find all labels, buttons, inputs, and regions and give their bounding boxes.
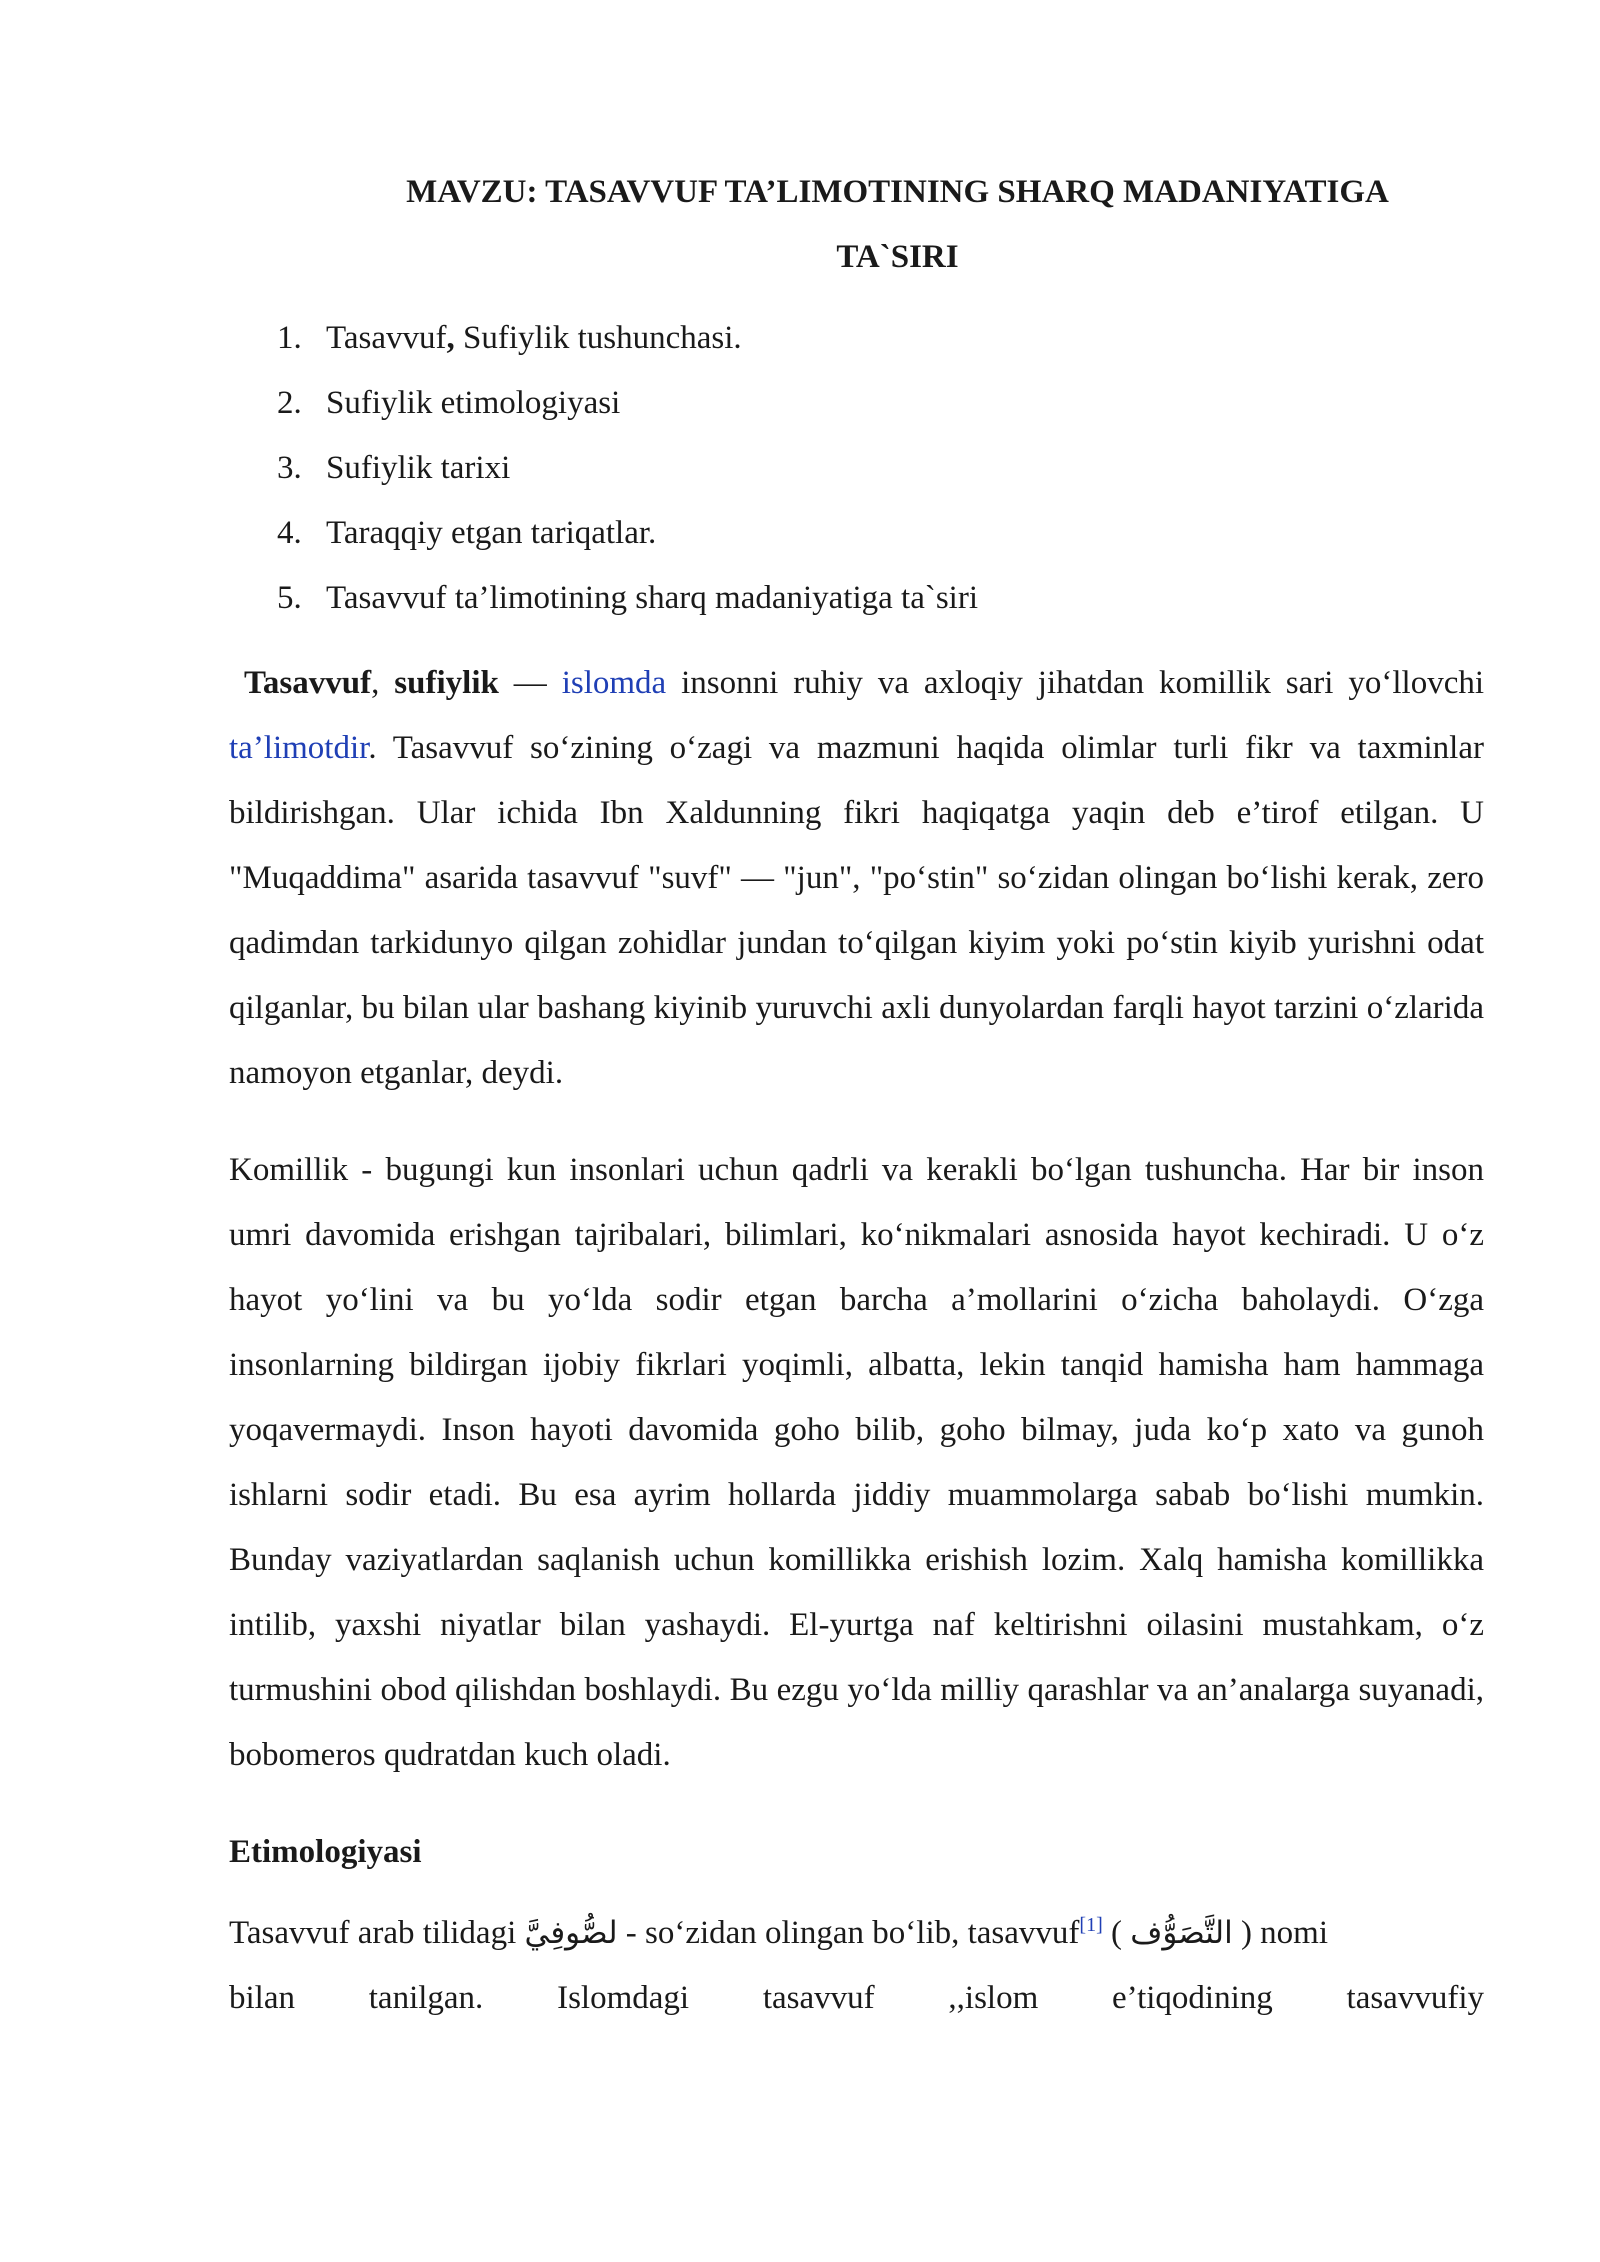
text-run: Tasavvuf arab tilidagi — [229, 1915, 525, 1951]
text-run: — — [498, 665, 562, 701]
title-line-2: TA`SIRI — [836, 239, 959, 275]
paragraph-definition — [229, 651, 1484, 1106]
text-run: ( — [1102, 1915, 1131, 1951]
document-body — [229, 160, 1484, 2031]
list-text-bold: , — [446, 320, 455, 356]
list-text: Sufiylik tarixi — [326, 450, 511, 486]
paragraph-komillik: Komillik - bugungi kun insonlari uchun qadrli va kerakli bo‘lgan tushuncha. Har bir inson umri davomida erishgan tajribalari, bilimlari, ko‘nikmalari asnosida hayot kechiradi. U o‘z hayot yo‘lini va bu yo‘lda sodir etgan barcha a’mollarini o‘zicha baholaydi. O‘zga insonlarning bildirgan ijobiy fikrlari yoqimli, albatta, lekin tanqid hamisha ham hammaga yoqavermaydi. Inson hayoti davomida goho bilib, goho bilmay, juda ko‘p xato va gunoh ishlarni sodir etadi. Bu esa ayrim hollarda jiddiy muammolarga sabab bo‘lishi mumkin. Bunday vaziyatlardan saqlanish uchun komillikka erishish lozim. Xalq hamisha komillikka intilib, yaxshi niyatlar bilan yashaydi. El-yurtga naf keltirishni oilasini mustahkam, o‘z turmushini obod qilishdan boshlaydi. Bu ezgu yo‘lda milliy qarashlar va an’analarga suyanadi, bobomeros qudratdan kuch oladi. — [229, 1152, 1484, 1773]
text-run: insonni ruhiy va axloqiy jihatdan komillik sari yo‘llovchi — [666, 665, 1485, 701]
arabic-word-tasavvuf: التَّصَوُّف — [1130, 1915, 1233, 1951]
paragraph-etymology — [229, 1901, 1484, 1966]
list-item — [229, 436, 1484, 501]
section-heading: Etimologiyasi — [229, 1834, 422, 1870]
text-run: - so‘zidan olingan bo‘lib, tasavvuf — [617, 1915, 1080, 1951]
list-item — [229, 306, 1484, 371]
list-number: 3. — [277, 450, 302, 486]
list-text: Tasavvuf — [326, 320, 447, 356]
text-run: . Tasavvuf so‘zining o‘zagi va mazmuni haqida olimlar turli fikr va taxminlar bildirishgan. Ular ichida Ibn Xaldunning fikri haqiqatga yaqin deb e’tirof etilgan. U "Muqaddima" asarida tasavvuf "suvf" — "jun", "po‘stin" so‘zidan olingan bo‘lishi kerak, zero qadimdan tarkidunyo qilgan zohidlar jundan to‘qilgan kiyim yoki po‘stin kiyib yurishni odat qilganlar, bu bilan ular bashang kiyinib yuruvchi axli dunyolardan farqli hayot tarzini o‘zlarida namoyon etganlar, deydi. — [229, 730, 1484, 1091]
list-text: Sufiylik etimologiyasi — [326, 385, 621, 421]
list-item — [229, 566, 1484, 631]
title-line-1: MAVZU: TASAVVUF TA’LIMOTINING SHARQ MADANIYATIGA — [406, 174, 1389, 210]
arabic-word-sufiy: لصُّوفِيَّ — [524, 1915, 618, 1951]
text-run: ) nomi — [1232, 1915, 1329, 1951]
list-text: Sufiylik tushunchasi. — [454, 320, 742, 356]
list-number: 1. — [277, 320, 302, 356]
footnote-link[interactable]: [1] — [1079, 1914, 1103, 1936]
term-sufiylik: sufiylik — [394, 665, 499, 701]
link-talimotdir[interactable]: ta’limotdir — [229, 730, 369, 766]
list-number: 2. — [277, 385, 302, 421]
document-title — [229, 160, 1484, 290]
list-text: Tasavvuf ta’limotining sharq madaniyatiga ta`siri — [326, 580, 979, 616]
list-number: 5. — [277, 580, 302, 616]
list-text: Taraqqiy etgan tariqatlar. — [326, 515, 657, 551]
list-number: 4. — [277, 515, 302, 551]
text-run: , — [371, 665, 395, 701]
paragraph-etymology-continued: bilan tanilgan. Islomdagi tasavvuf ,,islom e’tiqodining tasavvufiy — [229, 1980, 1484, 2016]
link-islomda[interactable]: islomda — [561, 665, 667, 701]
list-item — [229, 371, 1484, 436]
list-item — [229, 501, 1484, 566]
topics-list — [229, 306, 1484, 631]
term-tasavvuf: Tasavvuf — [243, 665, 372, 701]
